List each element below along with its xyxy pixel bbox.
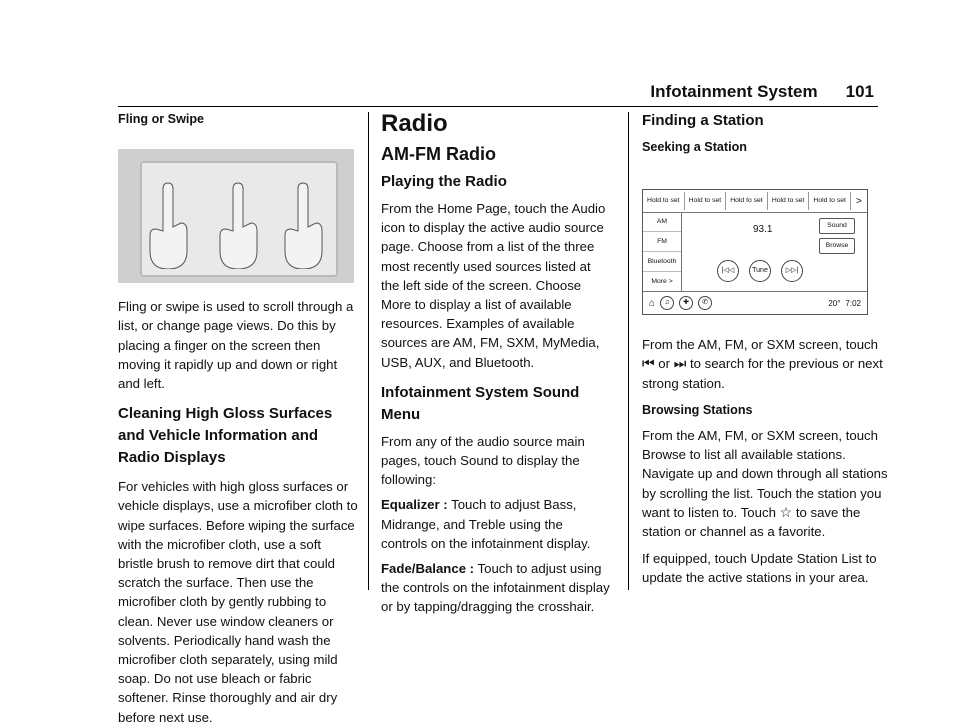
fade-text: Touch to adjust using the controls on the infotainment display or by tapping/dragging the crosshair. <box>381 561 610 615</box>
seek-back-icon: ⏮ <box>642 355 655 372</box>
preset-tab: Hold to set <box>768 192 810 210</box>
fade-label: Fade/Balance : <box>381 561 475 577</box>
temperature: 20° <box>828 298 841 308</box>
apps-icon: ✚ <box>679 296 693 310</box>
page-number: 101 <box>845 82 874 101</box>
hand-icon <box>148 179 192 269</box>
seeking-label: Seeking a Station <box>642 140 747 154</box>
playing-text: From the Home Page, touch the Audio icon to display the active audio source page. Choose from a list of the three most recently used sources listed at the left side of the screen. Choose More to display a list of available resources. Examples of available sources are AM, FM, SXM, MyMedia, USB, AUX, and Bluetooth. <box>381 201 606 370</box>
playing-heading: Playing the Radio <box>381 173 507 190</box>
seek-forward-icon: ⏭ <box>673 355 687 372</box>
frequency-display: 93.1 <box>753 224 773 236</box>
radio-screen-illustration <box>642 189 868 315</box>
tune-button: Tune <box>749 260 771 282</box>
equalizer-text: Touch to adjust Bass, Midrange, and Treble using the controls on the infotainment display. <box>381 497 591 551</box>
music-icon: ♫ <box>660 296 674 310</box>
hand-icon <box>218 179 262 269</box>
column-2 <box>381 110 611 617</box>
cleaning-heading: Cleaning High Gloss Surfaces and Vehicle Information and Radio Displays <box>118 405 333 467</box>
radio-title: Radio <box>381 110 448 137</box>
browse-text <box>642 426 892 541</box>
preset-tab: Hold to set <box>685 192 727 210</box>
clock: 7:02 <box>845 298 861 308</box>
sound-text: From any of the audio source main pages, touch Sound to display the following: <box>381 433 585 488</box>
seek-text <box>642 335 892 393</box>
preset-tab: Hold to set <box>643 192 685 210</box>
amfm-title: AM-FM Radio <box>381 144 496 164</box>
browse-button: Browse <box>819 238 855 254</box>
fling-text: Fling or swipe is used to scroll through a list, or change page views. Do this by placing a finger on the screen then moving it rapidly up and down or right and left. <box>118 299 354 392</box>
column-1 <box>118 110 358 727</box>
phone-icon: ✆ <box>698 296 712 310</box>
home-icon: ⌂ <box>649 297 656 309</box>
equalizer-item <box>381 495 611 553</box>
hand-icon <box>283 179 327 269</box>
chevron-right-icon: > <box>856 195 862 207</box>
fling-illustration <box>118 149 354 283</box>
header-rule <box>118 106 878 107</box>
equalizer-label: Equalizer : <box>381 497 448 513</box>
star-icon: ☆ <box>779 503 793 520</box>
preset-bar <box>643 190 867 213</box>
update-text: If equipped, touch Update Station List to update the active stations in your area. <box>642 551 877 586</box>
page-header <box>650 82 874 102</box>
preset-tab: Hold to set <box>726 192 768 210</box>
source-bluetooth: Bluetooth <box>643 252 681 272</box>
browse-text-b: to save the station or channel as a favorite. <box>642 504 861 540</box>
fling-label: Fling or Swipe <box>118 112 205 126</box>
cleaning-text: For vehicles with high gloss surfaces or vehicle displays, use a microfiber cloth to wipe surfaces. Before wiping the surface with the microfiber cloth, use a soft bristle brush to remove dirt that could scratch the surface. Then use the microfiber cloth by gently rubbing to clean. Never use window cleaners or solvents. Periodically hand wash the microfiber cloth separately, using mild soap. Do not use bleach or fabric softener. Rinse thoroughly and air dry before next use. <box>118 479 358 725</box>
section-title: Infotainment System <box>650 82 818 101</box>
seek-text-a: From the AM, FM, or SXM screen, touch <box>642 337 878 353</box>
column-3 <box>642 110 892 588</box>
source-list <box>643 212 682 292</box>
seek-forward-icon: ▷▷| <box>781 260 803 282</box>
source-am: AM <box>643 212 681 232</box>
browsing-label: Browsing Stations <box>642 402 753 417</box>
source-fm: FM <box>643 232 681 252</box>
seek-back-icon: |◁◁ <box>717 260 739 282</box>
seek-text-c: to search for the previous or next strong station. <box>642 356 883 391</box>
sound-button: Sound <box>819 218 855 234</box>
preset-tab: Hold to set <box>809 192 851 210</box>
column-divider <box>628 112 629 590</box>
source-more: More > <box>643 272 681 292</box>
sound-heading: Infotainment System Sound Menu <box>381 383 580 423</box>
column-divider <box>368 112 369 590</box>
fade-item <box>381 559 611 617</box>
bottom-bar <box>643 291 867 314</box>
finding-heading: Finding a Station <box>642 112 764 129</box>
seek-text-b: or <box>658 356 671 372</box>
browse-text-a: From the AM, FM, or SXM screen, touch Browse to list all available stations. Navigate up and down through all stations by scrolling the list. Touch the station you want to listen to. Touch <box>642 428 888 520</box>
